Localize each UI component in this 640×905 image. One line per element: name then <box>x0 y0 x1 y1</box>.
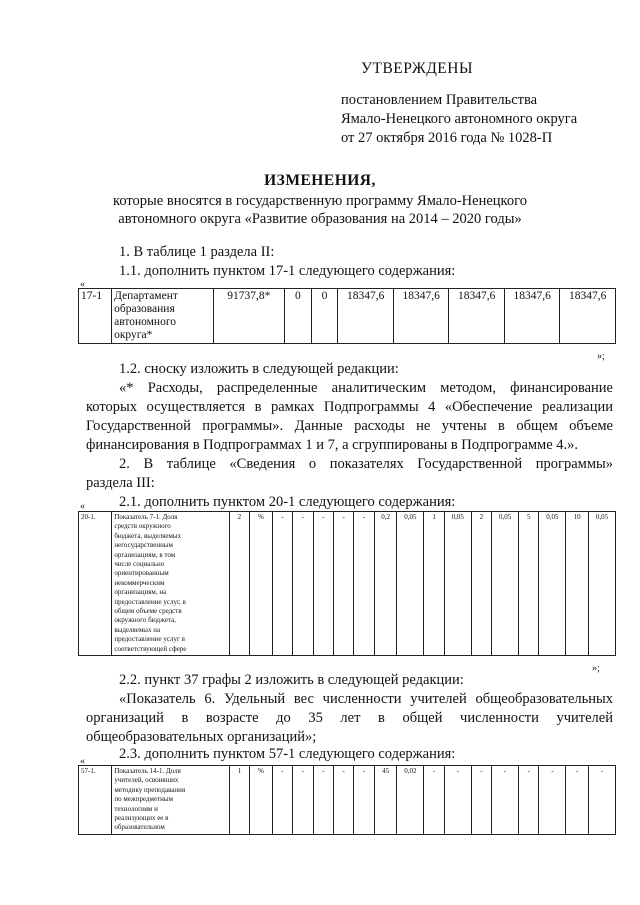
text-line: предоставление услуг, в <box>114 597 186 606</box>
table-item-20-1 <box>78 511 616 656</box>
value-cell: - <box>354 766 374 835</box>
indicator-6-line-3: общеобразовательных организаций»; <box>86 729 317 745</box>
text-line: Показатель 14-1. Доля <box>114 767 181 775</box>
table-row <box>79 512 616 656</box>
value-cell: 10 <box>566 512 589 656</box>
value-cell: 0,05 <box>588 512 615 656</box>
approval-title: УТВЕРЖДЕНЫ <box>361 60 473 77</box>
dept-line: автономного <box>114 316 177 328</box>
value-cell: - <box>313 512 333 656</box>
text-line: негосударственным <box>114 541 173 550</box>
section-2-1-heading: 2.1. дополнить пунктом 20-1 следующего содержания: <box>119 494 456 510</box>
approval-line-3: от 27 октября 2016 года № 1028-П <box>341 130 553 146</box>
row-number: 57-1. <box>79 766 112 835</box>
close-quote-2: »; <box>592 663 600 674</box>
footnote-line-4: финансирования в Подпрограммах 1 и 7, а сгруппированы в Подпрограмме 4.». <box>86 437 579 453</box>
text-line: учителей, освоивших <box>114 776 179 785</box>
subtitle-line-2: автономного округа «Развитие образования на 2014 – 2020 годы» <box>118 211 522 227</box>
value-cell: - <box>492 766 519 835</box>
value-cell: - <box>566 766 589 835</box>
text-line: бюджета, выделяемых <box>114 531 182 540</box>
section-1-1-heading: 1.1. дополнить пунктом 17-1 следующего содержания: <box>119 263 456 279</box>
value-cell: - <box>444 766 471 835</box>
value-cell: 0,05 <box>492 512 519 656</box>
approval-line-1: постановлением Правительства <box>341 92 538 108</box>
text-line: соответствующей сфере <box>114 644 187 653</box>
value-cell: 0 <box>285 289 312 344</box>
text-line: Показатель 7-1. Доля <box>114 513 178 521</box>
footnote-line-1: «* Расходы, распределенные аналитическим методом, финансирование <box>119 380 613 396</box>
text-line: общем объеме средств <box>114 607 182 616</box>
text-line: организациям, на <box>114 588 167 597</box>
value-cell: 2 <box>471 512 491 656</box>
table-item-57-1 <box>78 765 616 835</box>
year-cell: 18347,6 <box>504 289 560 344</box>
row-number: 20-1. <box>79 512 112 656</box>
dept-line: образования <box>114 303 175 315</box>
value-cell: - <box>354 512 374 656</box>
value-cell: - <box>539 766 566 835</box>
text-line: некоммерческим <box>114 578 165 587</box>
text-line: средств окружного <box>114 522 171 531</box>
text-line: ориентированным <box>114 569 169 578</box>
value-cell: 2 <box>229 512 249 656</box>
text-line: организациям, в том <box>114 550 176 559</box>
open-quote-2: « <box>80 501 85 512</box>
text-line: методику преподавания <box>114 785 186 794</box>
text-line: числе социально <box>114 560 165 569</box>
value-cell: - <box>471 766 491 835</box>
section-2-3-heading: 2.3. дополнить пунктом 57-1 следующего содержания: <box>119 746 456 762</box>
table-row <box>79 289 616 344</box>
table-item-17-1 <box>78 288 616 344</box>
year-cell: 18347,6 <box>449 289 505 344</box>
text-line: реализующих ее в <box>114 814 169 823</box>
indicator-6-line-1: «Показатель 6. Удельный вес численности учителей общеобразовательных <box>119 691 613 707</box>
text-line: технологиям и <box>114 804 158 813</box>
value-cell: - <box>588 766 615 835</box>
value-cell: 0,02 <box>397 766 424 835</box>
text-line: выделяемых на <box>114 625 161 634</box>
dept-line: Департамент <box>114 290 178 302</box>
row-number: 17-1 <box>79 289 112 344</box>
indicator-text-cell <box>112 766 229 835</box>
value-cell: - <box>424 766 444 835</box>
value-cell: 0 <box>311 289 338 344</box>
text-line: окружного бюджета, <box>114 616 176 625</box>
section-2-2-heading: 2.2. пункт 37 графы 2 изложить в следующей редакции: <box>119 672 464 688</box>
value-cell: 5 <box>519 512 539 656</box>
value-cell: 0,2 <box>374 512 397 656</box>
year-cell: 18347,6 <box>393 289 449 344</box>
open-quote-1: « <box>80 279 85 290</box>
value-cell: 0,05 <box>539 512 566 656</box>
section-1-2-heading: 1.2. сноску изложить в следующей редакции: <box>119 361 399 377</box>
text-line: предоставление услуг в <box>114 635 185 644</box>
subtitle-line-1: которые вносятся в государственную программу Ямало-Ненецкого <box>113 193 527 209</box>
value-cell: 45 <box>374 766 397 835</box>
text-line: образовательном <box>114 823 165 832</box>
value-cell: - <box>519 766 539 835</box>
value-cell: - <box>272 512 292 656</box>
total-cell: 91737,8* <box>213 289 285 344</box>
approval-line-2: Ямало-Ненецкого автономного округа <box>341 111 578 127</box>
value-cell: - <box>293 766 313 835</box>
section-2-line-2: раздела III: <box>86 475 155 491</box>
close-quote-1: »; <box>597 351 605 362</box>
value-cell: - <box>313 766 333 835</box>
year-cell: 18347,6 <box>560 289 616 344</box>
year-cell: 18347,6 <box>338 289 394 344</box>
section-2-line-1: 2. В таблице «Сведения о показателях Государственной программы» <box>119 456 613 472</box>
department-cell <box>112 289 213 344</box>
value-cell: % <box>250 766 273 835</box>
text-line: по межпредметным <box>114 795 174 804</box>
value-cell: - <box>334 766 354 835</box>
document-title: ИЗМЕНЕНИЯ, <box>264 172 376 189</box>
value-cell: % <box>250 512 273 656</box>
section-1-heading: 1. В таблице 1 раздела II: <box>119 244 275 260</box>
value-cell: 0,05 <box>444 512 471 656</box>
value-cell: - <box>272 766 292 835</box>
footnote-line-2: которых осуществляется в рамках Подпрограммы 4 «Обеспечение реализации <box>86 399 613 415</box>
value-cell: 0,05 <box>397 512 424 656</box>
indicator-text-cell <box>112 512 229 656</box>
value-cell: 1 <box>229 766 249 835</box>
table-row <box>79 766 616 835</box>
open-quote-3: « <box>80 756 85 767</box>
value-cell: 1 <box>424 512 444 656</box>
indicator-6-line-2: организаций в возрасте до 35 лет в общей численности учителей <box>86 710 613 726</box>
value-cell: - <box>293 512 313 656</box>
value-cell: - <box>334 512 354 656</box>
footnote-line-3: Государственной программы». Данные расходы не учтены в общем объеме <box>86 418 613 434</box>
dept-line: округа* <box>114 329 153 341</box>
